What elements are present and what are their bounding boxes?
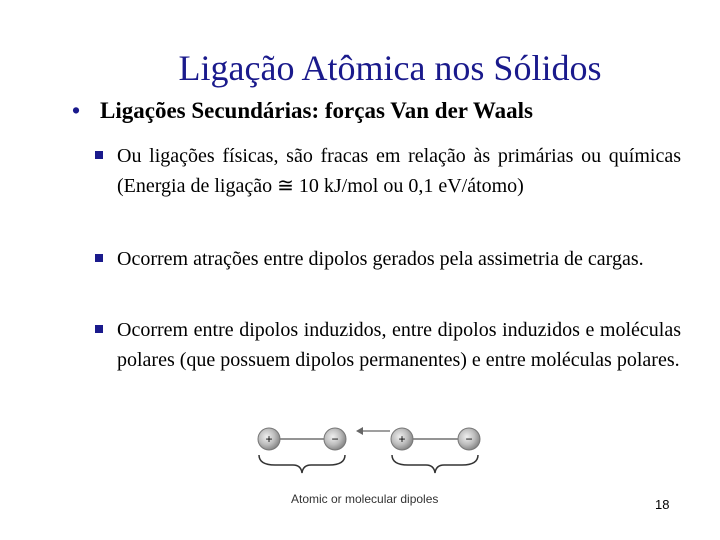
minus-sign: −: [465, 432, 473, 446]
slide-title: Ligação Atômica nos Sólidos: [178, 48, 602, 88]
square-bullet-icon: [95, 151, 103, 159]
sub-bullet-text: Ocorrem entre dipolos induzidos, entre dipolos induzidos e moléculas polares (que possuem dipolos permanentes) e entre moléculas polares.: [117, 319, 681, 371]
figure-caption: Atomic or molecular dipoles: [291, 492, 439, 506]
page-number: 18: [655, 497, 670, 512]
sub-bullet-1: [117, 141, 681, 201]
sub-bullet-text: Ocorrem atrações entre dipolos gerados pela assimetria de cargas.: [117, 248, 644, 270]
bullet-dot-icon: •: [72, 98, 81, 123]
square-bullet-icon: [95, 325, 103, 333]
arrow-head-icon: [356, 427, 363, 435]
heading-text: Ligações Secundárias: forças Van der Waals: [100, 98, 533, 123]
dipole-brace-left: [259, 455, 345, 473]
plus-sign: +: [265, 432, 273, 446]
square-bullet-icon: [95, 254, 103, 262]
sub-bullet-3: [117, 315, 681, 375]
plus-sign: +: [398, 432, 406, 446]
minus-sign: −: [331, 432, 339, 446]
sub-bullet-2: [117, 244, 681, 274]
dipole-brace-right: [392, 455, 478, 473]
sub-bullet-text: Ou ligações físicas, são fracas em relação às primárias ou químicas (Energia de ligação ≅ 10 kJ/mol ou 0,1 eV/átomo): [117, 145, 681, 197]
